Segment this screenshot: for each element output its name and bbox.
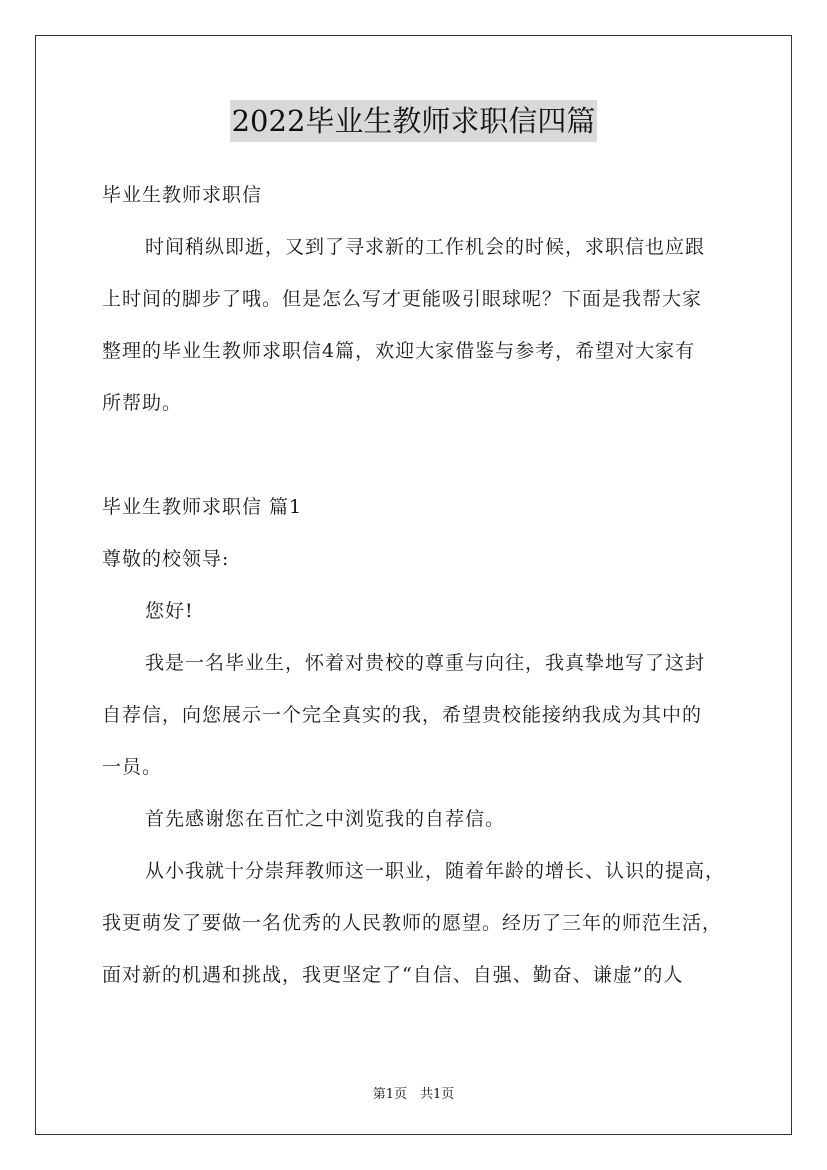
paragraph-line: 整理的毕业生教师求职信4篇，欢迎大家借鉴与参考，希望对大家有 xyxy=(102,340,696,362)
paragraph-line: 自荐信，向您展示一个完全真实的我，希望贵校能接纳我成为其中的 xyxy=(102,704,703,726)
document-body xyxy=(102,172,742,1004)
paragraph-line: 所帮助。 xyxy=(102,392,183,414)
paragraph-line: 从小我就十分崇拜教师这一职业，随着年龄的增长、认识的提高， xyxy=(145,860,726,882)
paragraph-line: 面对新的机遇和挑战，我更坚定了“自信、自强、勤奋、谦虚”的人 xyxy=(102,964,684,986)
paragraph-line: 时间稍纵即逝，又到了寻求新的工作机会的时候，求职信也应跟 xyxy=(145,236,706,258)
paragraph-line: 我是一名毕业生，怀着对贵校的尊重与向往，我真挚地写了这封 xyxy=(145,652,706,674)
section-heading: 毕业生教师求职信 xyxy=(102,184,263,206)
paragraph-line: 上时间的脚步了哦。但是怎么写才更能吸引眼球呢？下面是我帮大家 xyxy=(102,288,703,310)
title-container xyxy=(0,100,827,142)
paragraph-line: 首先感谢您在百忙之中浏览我的自荐信。 xyxy=(145,808,506,830)
greeting: 您好! xyxy=(145,600,194,622)
section-heading: 毕业生教师求职信 篇1 xyxy=(102,496,303,518)
paragraph-line: 我更萌发了要做一名优秀的人民教师的愿望。经历了三年的师范生活， xyxy=(102,912,723,934)
paragraph-line: 一员。 xyxy=(102,756,163,778)
page-footer xyxy=(0,1083,827,1102)
document-title: 2022毕业生教师求职信四篇 xyxy=(230,100,598,142)
salutation: 尊敬的校领导: xyxy=(102,548,230,570)
blank-line xyxy=(102,432,742,484)
page-number-label: 第1页 共1页 xyxy=(372,1087,455,1102)
